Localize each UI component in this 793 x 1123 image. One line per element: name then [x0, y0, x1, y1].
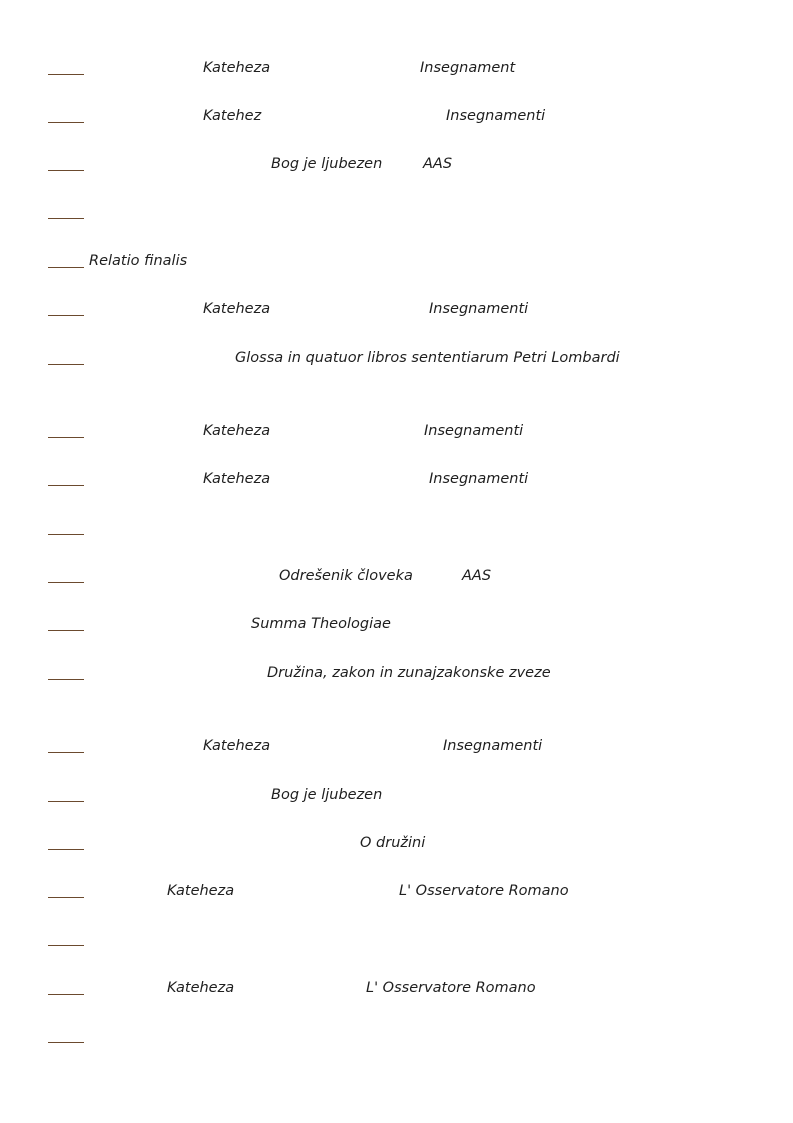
footnote-line: [0, 154, 793, 178]
fill-in-blank: [48, 994, 84, 995]
footnote-work-title: Kateheza: [167, 980, 235, 996]
footnote-line: [0, 58, 793, 82]
footnote-source: L' Osservatore Romano: [399, 883, 569, 899]
footnote-source: AAS: [423, 156, 453, 172]
footnote-source: Insegnamenti: [443, 738, 543, 754]
fill-in-blank: [48, 849, 84, 850]
footnote-line: [0, 614, 793, 638]
footnote-work-title: Kateheza: [203, 60, 271, 76]
footnote-source: Insegnamenti: [429, 471, 529, 487]
footnote-line: [0, 251, 793, 275]
footnote-line: [0, 663, 793, 687]
footnote-line: [0, 736, 793, 760]
footnote-line: [0, 881, 793, 905]
footnote-line: [0, 202, 793, 226]
footnote-work-title: Bog je ljubezen: [271, 156, 383, 172]
footnote-work-title: Katehez: [203, 108, 262, 124]
footnote-line: [0, 929, 793, 953]
footnote-line: [0, 469, 793, 493]
footnote-line: [0, 421, 793, 445]
fill-in-blank: [48, 897, 84, 898]
footnote-work-title: Glossa in quatuor libros sententiarum Petri Lombardi: [235, 350, 620, 366]
footnote-work-title: Kateheza: [203, 471, 271, 487]
fill-in-blank: [48, 1042, 84, 1043]
footnote-source: Insegnamenti: [424, 423, 524, 439]
fill-in-blank: [48, 752, 84, 753]
fill-in-blank: [48, 74, 84, 75]
footnote-source: Insegnamenti: [429, 301, 529, 317]
fill-in-blank: [48, 122, 84, 123]
footnote-source: Insegnamenti: [446, 108, 546, 124]
fill-in-blank: [48, 218, 84, 219]
footnote-work-title: Kateheza: [203, 423, 271, 439]
footnote-work-title: Relatio finalis: [89, 253, 188, 269]
footnote-line: [0, 348, 793, 372]
footnote-work-title: Družina, zakon in zunajzakonske zveze: [267, 665, 551, 681]
footnote-line: [0, 1026, 793, 1050]
footnote-work-title: Kateheza: [203, 738, 271, 754]
footnote-line: [0, 566, 793, 590]
footnote-source: L' Osservatore Romano: [366, 980, 536, 996]
footnote-work-title: Summa Theologiae: [251, 616, 391, 632]
footnote-line: [0, 833, 793, 857]
footnote-line: [0, 299, 793, 323]
fill-in-blank: [48, 679, 84, 680]
fill-in-blank: [48, 630, 84, 631]
fill-in-blank: [48, 267, 84, 268]
fill-in-blank: [48, 437, 84, 438]
footnote-line: [0, 106, 793, 130]
fill-in-blank: [48, 364, 84, 365]
fill-in-blank: [48, 801, 84, 802]
footnote-line: [0, 518, 793, 542]
footnote-work-title: Kateheza: [203, 301, 271, 317]
footnote-work-title: O družini: [360, 835, 426, 851]
footnote-work-title: Kateheza: [167, 883, 235, 899]
footnote-line: [0, 978, 793, 1002]
footnote-source: AAS: [462, 568, 492, 584]
fill-in-blank: [48, 534, 84, 535]
fill-in-blank: [48, 485, 84, 486]
footnote-line: [0, 785, 793, 809]
footnote-work-title: Bog je ljubezen: [271, 787, 383, 803]
fill-in-blank: [48, 315, 84, 316]
footnote-work-title: Odrešenik človeka: [279, 568, 413, 584]
fill-in-blank: [48, 582, 84, 583]
fill-in-blank: [48, 945, 84, 946]
footnote-source: Insegnament: [420, 60, 516, 76]
fill-in-blank: [48, 170, 84, 171]
